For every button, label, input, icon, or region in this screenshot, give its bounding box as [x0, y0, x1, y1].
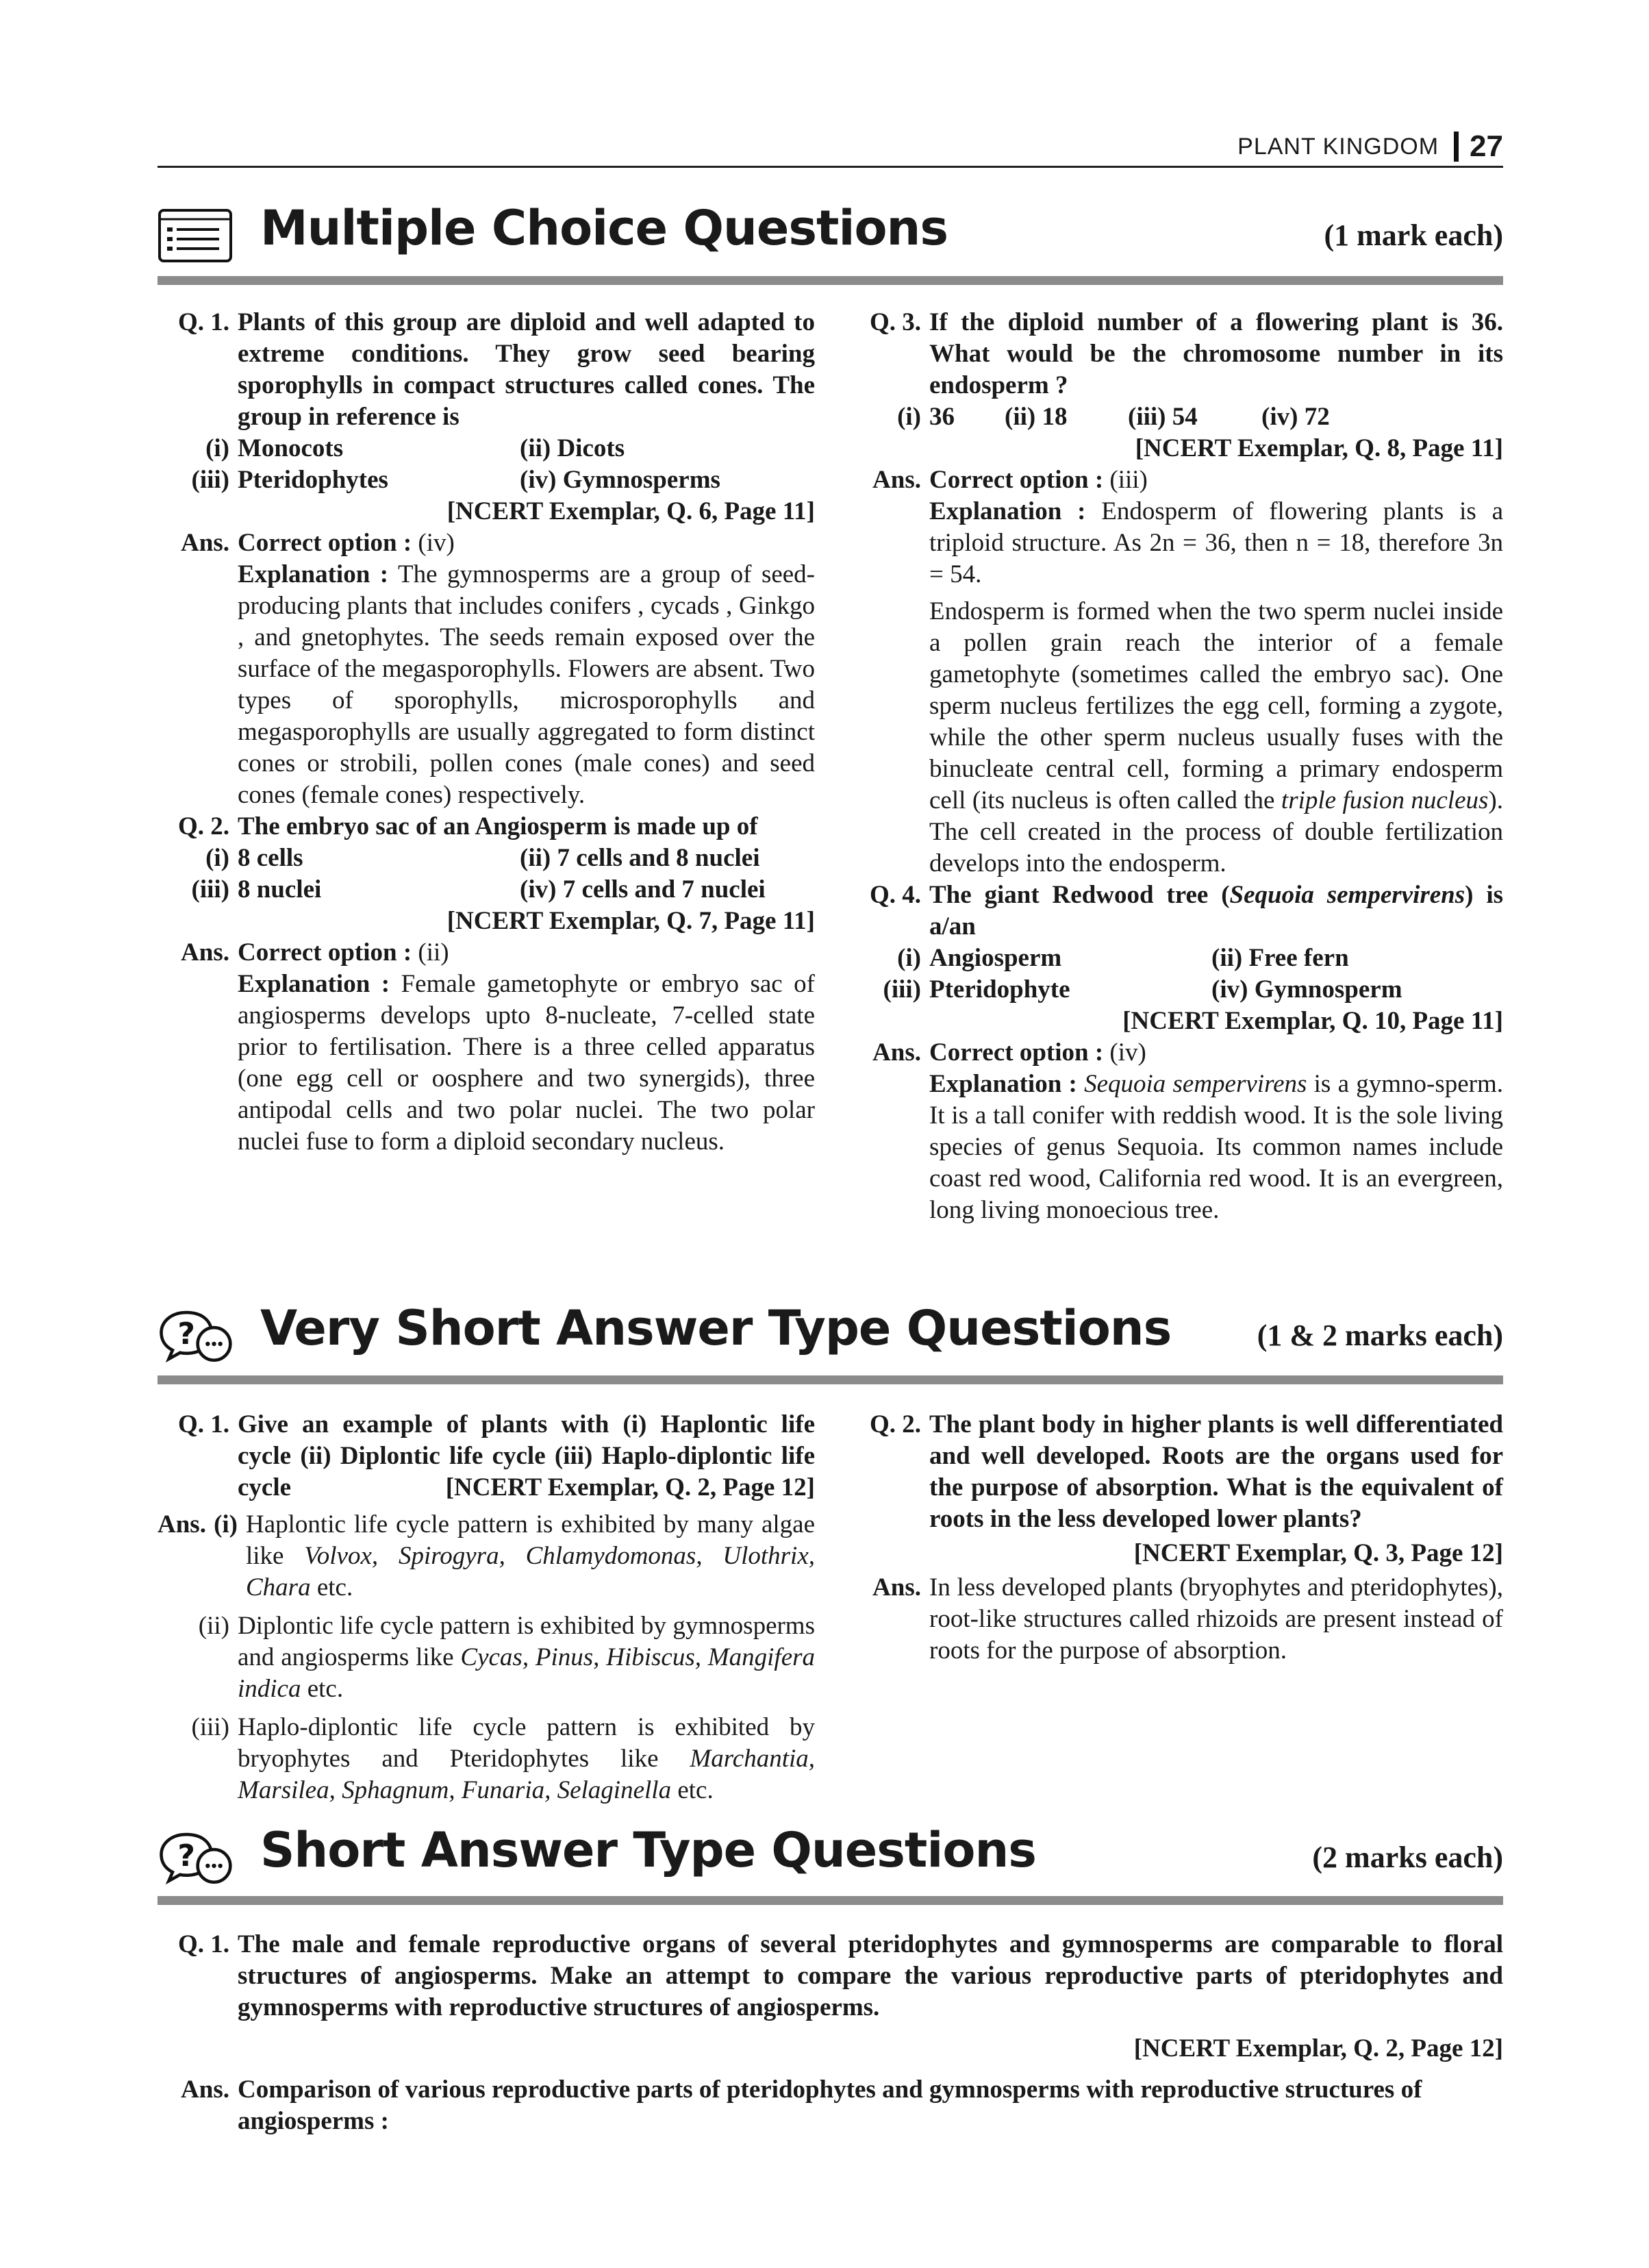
question — [158, 1929, 1503, 2023]
explanation: Explanation : Endosperm of flowering plants is a triploid structure. As 2n = 36, then n = 18, therefore 3n = 54. — [929, 497, 1504, 588]
question-number: Q. 1. — [177, 1410, 229, 1438]
correct-option: (iv) — [418, 529, 455, 557]
option: Gymnosperm — [1254, 975, 1402, 1004]
question — [158, 811, 815, 843]
chapter-title: PLANT KINGDOM — [1237, 133, 1439, 160]
vsa-right-column — [849, 1409, 1503, 1667]
question-chat-icon — [158, 1308, 233, 1363]
page-header — [158, 127, 1503, 168]
correct-option: (iii) — [1109, 466, 1148, 494]
question-text: The male and female reproductive organs of several pteridophytes and gymnosperms are comparable to floral structures of angiosperms. Make an attempt to compare the various reproductive parts of pteridophytes and gymnosperms with reproductive structures of angiosperms. — [238, 1930, 1503, 2021]
question-number: Q. 1. — [177, 1930, 229, 1958]
option-row: (iii) 8 nuclei (iv) 7 cells and 7 nuclei — [158, 874, 815, 906]
answer: Ans. Correct option : (iii) — [872, 466, 1148, 494]
page-number: 27 — [1470, 129, 1503, 163]
correct-option: (ii) — [418, 938, 449, 967]
option: Pteridophyte — [929, 975, 1070, 1004]
answer-item: (iii) Haplo-diplontic life cycle pattern is exhibited by bryophytes and Pteridophytes like Marchantia, Marsilea, Sphagnum, Funaria, Selaginella etc. — [191, 1713, 816, 1804]
question-number: Q. 2. — [869, 1410, 921, 1438]
question-number: Q. 1. — [177, 308, 229, 336]
question — [849, 880, 1503, 943]
question — [158, 1409, 815, 1504]
answer: Ans. Correct option : (ii) — [181, 938, 449, 967]
section-title: Multiple Choice Questions — [260, 200, 948, 256]
mcq-right-column — [849, 307, 1503, 1226]
section-rule — [158, 1896, 1503, 1905]
question — [849, 1409, 1503, 1535]
svg-text:?: ? — [177, 1316, 195, 1351]
question-number: Q. 2. — [177, 812, 229, 840]
option-row: (i) Angiosperm (ii) Free fern — [849, 943, 1503, 974]
mcq-left-column — [158, 307, 815, 1158]
option-row: (i) 36 (ii) 18 (iii) 54 (iv) 72 — [849, 401, 1503, 433]
mcq-section-heading — [158, 200, 1503, 269]
explanation: Explanation : Female gametophyte or embryo sac of angiosperms develops upto 8-nucleate, 7-celled state prior to fertilisation. There is a three celled apparatus (one egg cell or oosphere and two synergids), three antipodal cells and two polar nuclei. The two polar nuclei fuse to form a diploid secondary nucleus. — [238, 970, 815, 1156]
option: 7 cells and 8 nuclei — [557, 844, 760, 872]
header-divider — [1454, 132, 1459, 162]
question-text: If the diploid number of a flowering plant is 36. What would be the chromosome number in its endosperm ? — [929, 308, 1503, 399]
explanation-paragraph: Endosperm is formed when the two sperm nuclei inside a pollen grain reach the interior of a female gametophyte (sometimes called the embryo sac). One sperm nucleus fertilizes the egg cell, forming a zygote, while the other sperm nucleus usually fuses with the binucleate central cell, forming a primary endosperm cell (its nucleus is often called the triple fusion nucleus). The cell created in the process of double fertilization develops into the endosperm. — [929, 597, 1503, 877]
reference: [NCERT Exemplar, Q. 7, Page 11] — [446, 907, 815, 935]
question-text: The giant Redwood tree (Sequoia sempervirens) is a/an — [929, 881, 1504, 940]
option-row: (iii) Pteridophyte (iv) Gymnosperm — [849, 974, 1503, 1006]
answer-item: (ii) Diplontic life cycle pattern is exhibited by gymnosperms and angiosperms like Cycas, Pinus, Hibiscus, Mangifera indica etc. — [198, 1612, 816, 1703]
explanation: Explanation : Sequoia sempervirens is a gymno-sperm. It is a tall conifer with reddish wood. It is the sole living species of genus Sequoia. Its common names include coast red wood, California red wood. It is an evergreen, long living monoecious tree. — [929, 1070, 1503, 1224]
reference: [NCERT Exemplar, Q. 6, Page 11] — [446, 497, 815, 525]
option: 8 nuclei — [238, 875, 322, 904]
question-chat-icon — [158, 1830, 233, 1885]
option: 54 — [1172, 403, 1198, 431]
reference: [NCERT Exemplar, Q. 10, Page 11] — [1122, 1007, 1503, 1035]
option-row: (iii) Pteridophytes (iv) Gymnosperms — [158, 464, 815, 496]
section-title: Very Short Answer Type Questions — [260, 1300, 1172, 1356]
option: Monocots — [238, 434, 344, 462]
question-text: Give an example of plants with (i) Haplontic life cycle (ii) Diplontic life cycle (iii) Haplo-diplontic life cycle — [238, 1410, 815, 1501]
list-icon — [158, 208, 233, 263]
question-number: Q. 4. — [869, 881, 921, 909]
option: 7 cells and 7 nuclei — [562, 875, 766, 904]
reference: [NCERT Exemplar, Q. 2, Page 12] — [1133, 2034, 1503, 2063]
section-marks: (2 marks each) — [1312, 1841, 1503, 1874]
reference: [NCERT Exemplar, Q. 2, Page 12] — [445, 1473, 815, 1501]
option: 18 — [1042, 403, 1068, 431]
option-row: (i) Monocots (ii) Dicots — [158, 433, 815, 464]
vsa-left-column — [158, 1409, 815, 1806]
question-text: The embryo sac of an Angiosperm is made up of — [238, 812, 758, 840]
option: Pteridophytes — [238, 466, 388, 494]
question — [849, 307, 1503, 401]
sa-content — [158, 1929, 1503, 2137]
option: Free fern — [1248, 944, 1349, 972]
option-row: (i) 8 cells (ii) 7 cells and 8 nuclei — [158, 843, 815, 874]
answer: Ans. In less developed plants (bryophytes and pteridophytes), root-like structures called rhizoids are present instead of roots for the purpose of absorption. — [872, 1573, 1503, 1665]
answer: Ans. Correct option : (iv) — [181, 529, 455, 557]
option: 8 cells — [238, 844, 303, 872]
question-text: The plant body in higher plants is well differentiated and well developed. Roots are the organs used for the purpose of absorption. What is the equivalent of roots in the less developed lower plants? — [929, 1410, 1503, 1533]
correct-option: (iv) — [1109, 1038, 1146, 1067]
question-number: Q. 3. — [869, 308, 921, 336]
option: Dicots — [557, 434, 625, 462]
answer-item: Ans. (i) Haplontic life cycle pattern is exhibited by many algae like Volvox, Spirogyra, Chlamydomonas, Ulothrix, Chara etc. — [158, 1510, 816, 1602]
section-title: Short Answer Type Questions — [260, 1822, 1036, 1878]
option: 36 — [929, 403, 955, 431]
sa-section-heading — [158, 1822, 1503, 1891]
section-rule — [158, 1375, 1503, 1384]
explanation: Explanation : The gymnosperms are a group of seed-producing plants that includes conifers , cycads , Ginkgo , and gnetophytes. The seeds remain exposed over the surface of the megasporophylls. Flowers are absent. Two types of sporophylls, microsporophylls and megasporophylls are usually aggregated to form distinct cones or strobili, pollen cones (male cones) and seed cones (female cones) respectively. — [238, 560, 816, 809]
answer: Ans. Comparison of various reproductive parts of pteridophytes and gymnosperms with reproductive structures of angiosperms : — [181, 2076, 1422, 2135]
option: 72 — [1304, 403, 1330, 431]
option: Angiosperm — [929, 944, 1062, 972]
question-text: Plants of this group are diploid and well adapted to extreme conditions. They grow seed bearing sporophylls in compact structures called cones. The group in reference is — [238, 308, 815, 431]
vsa-section-heading — [158, 1300, 1503, 1369]
answer: Ans. Correct option : (iv) — [872, 1038, 1146, 1067]
reference: [NCERT Exemplar, Q. 8, Page 11] — [1135, 434, 1503, 462]
svg-text:?: ? — [177, 1838, 195, 1873]
question — [158, 307, 815, 433]
section-marks: (1 & 2 marks each) — [1257, 1319, 1503, 1352]
section-rule — [158, 276, 1503, 285]
reference: [NCERT Exemplar, Q. 3, Page 12] — [1133, 1539, 1503, 1567]
option: Gymnosperms — [562, 466, 720, 494]
section-marks: (1 mark each) — [1324, 219, 1503, 252]
